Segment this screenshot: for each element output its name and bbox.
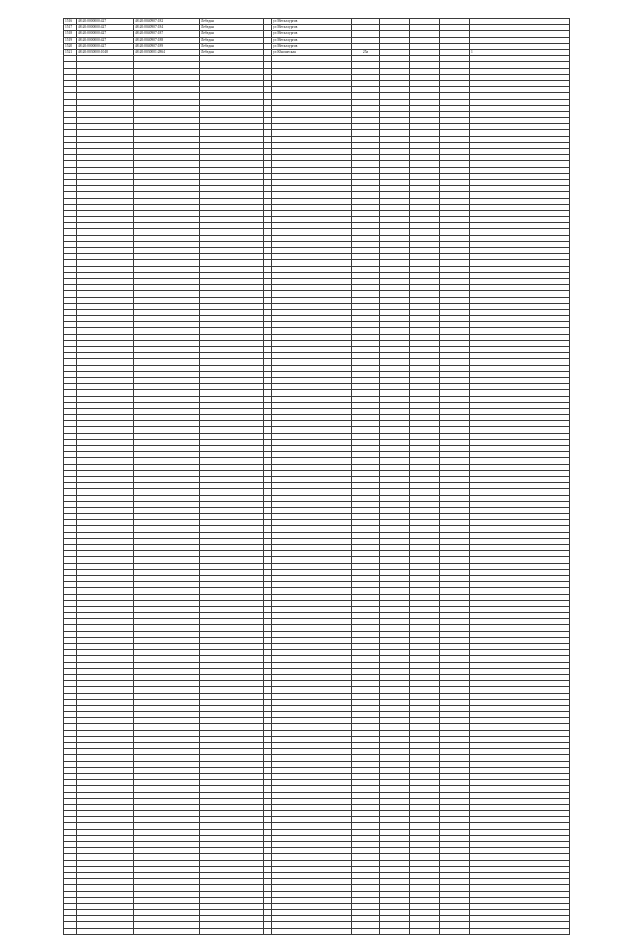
table-cell: Лебедян <box>200 43 264 49</box>
table-cell: ул Юношеская <box>272 50 352 56</box>
table-cell <box>470 928 570 934</box>
table-cell <box>272 928 352 934</box>
table-cell: 48:20:0000000:427 <box>77 43 134 49</box>
table-cell <box>264 928 272 934</box>
table-cell: 48:20:0000000:427 <box>77 31 134 37</box>
table-cell: 1517 <box>64 25 77 31</box>
table-cell: 48:20:0040907:189 <box>134 43 200 49</box>
table-cell: 48:20:0030000:1048 <box>77 50 134 56</box>
table-cell: Лебедян <box>200 50 264 56</box>
table-cell <box>200 928 264 934</box>
table-cell <box>77 928 134 934</box>
table-cell: 48:20:0000000:427 <box>77 19 134 25</box>
table-cell <box>64 928 77 934</box>
table-cell <box>380 928 410 934</box>
table-cell: ул Металлургов <box>272 37 352 43</box>
table-cell: Лебедян <box>200 37 264 43</box>
table-row <box>64 928 570 934</box>
table-cell: 48:20:0040907:188 <box>134 37 200 43</box>
table-cell: 48:20:0000000:427 <box>77 37 134 43</box>
table-cell: ул Металлургов <box>272 19 352 25</box>
table-cell: 48:20:0040907:184 <box>134 25 200 31</box>
table-cell: 48:20:0040907:182 <box>134 19 200 25</box>
table-cell: 48:20:0040907:187 <box>134 31 200 37</box>
table-cell: ул Металлургов <box>272 43 352 49</box>
table-cell: 1519 <box>64 37 77 43</box>
table-cell: 48:20:0000000:427 <box>77 25 134 31</box>
table-cell: 1520 <box>64 43 77 49</box>
table-cell: 48:20:0030001:2864 <box>134 50 200 56</box>
register-table-body <box>64 19 570 935</box>
table-cell: 1 <box>470 50 570 56</box>
table-cell: Лебедян <box>200 19 264 25</box>
table-cell: ул Металлургов <box>272 31 352 37</box>
table-cell: Лебедян <box>200 31 264 37</box>
table-cell <box>134 928 200 934</box>
table-cell: 1516 <box>64 19 77 25</box>
table-cell: ул Металлургов <box>272 25 352 31</box>
table-cell <box>440 928 470 934</box>
table-cell: 25а <box>352 50 380 56</box>
table-cell: Лебедян <box>200 25 264 31</box>
table-cell: 1518 <box>64 31 77 37</box>
table-cell <box>410 928 440 934</box>
table-cell <box>352 928 380 934</box>
table-cell: 1521 <box>64 50 77 56</box>
register-table <box>63 18 570 935</box>
